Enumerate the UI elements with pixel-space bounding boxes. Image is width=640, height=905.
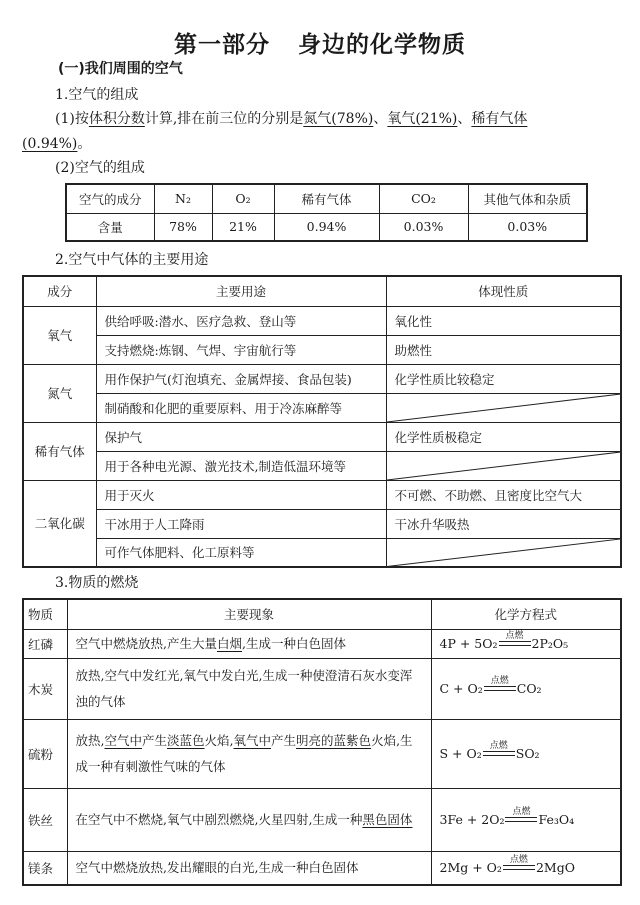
uses-row bbox=[23, 364, 621, 393]
use-cell: 制硝酸和化肥的重要原料、用于冷冻麻醉等 bbox=[96, 393, 386, 422]
reaction-condition-arrow bbox=[503, 855, 535, 870]
composition-header-cell: 其他气体和杂质 bbox=[468, 184, 587, 213]
diagonal-line bbox=[387, 394, 621, 422]
text-segment: 产生 bbox=[271, 732, 297, 748]
equation-products: 2P₂O₅ bbox=[531, 635, 569, 651]
equation-reactants: 2Mg + O₂ bbox=[439, 859, 502, 875]
underlined-answer: 稀有气体 bbox=[471, 111, 528, 127]
combustion-header-row bbox=[23, 599, 621, 629]
composition-table bbox=[65, 183, 588, 242]
use-cell: 保护气 bbox=[96, 422, 386, 451]
text-segment: 火焰, bbox=[204, 732, 234, 748]
reaction-condition-arrow bbox=[484, 676, 516, 691]
double-line-icon bbox=[483, 751, 515, 756]
underlined-answer: 黑色固体 bbox=[362, 811, 413, 827]
gas-uses-table bbox=[22, 275, 622, 568]
phenomenon-cell bbox=[67, 788, 431, 851]
combustion-row bbox=[23, 658, 621, 719]
phenomenon-cell bbox=[67, 629, 431, 658]
double-line-icon bbox=[499, 641, 531, 646]
equation-reactants: 3Fe + 2O₂ bbox=[439, 811, 505, 827]
composition-value-cell: 含量 bbox=[66, 213, 154, 241]
text-segment: 产生 bbox=[142, 732, 168, 748]
equation-products: 2MgO bbox=[535, 859, 575, 875]
text-segment: 空气中燃烧放热,产生大量 bbox=[75, 635, 217, 651]
empty-cell-diagonal bbox=[386, 538, 621, 567]
substance-cell: 铁丝 bbox=[23, 788, 67, 851]
substance-cell: 红磷 bbox=[23, 629, 67, 658]
underlined-answer: 体积分数 bbox=[88, 111, 145, 127]
use-cell: 用作保护气(灯泡填充、金属焊接、食品包装) bbox=[96, 364, 386, 393]
part-label: 第一部分 bbox=[174, 32, 270, 58]
reaction-condition: 点燃 bbox=[512, 806, 531, 817]
uses-header-cell: 体现性质 bbox=[386, 276, 621, 306]
text-segment: (1)按 bbox=[55, 111, 89, 127]
equation-products: Fe₃O₄ bbox=[538, 811, 575, 827]
property-cell: 干冰升华吸热 bbox=[386, 509, 621, 538]
underlined-answer: 氮气(78%) bbox=[303, 111, 374, 127]
paragraph-composition-cont bbox=[22, 133, 91, 153]
combustion-row bbox=[23, 719, 621, 788]
uses-row bbox=[23, 393, 621, 422]
combustion-header-cell: 物质 bbox=[23, 599, 67, 629]
reaction-condition: 点燃 bbox=[509, 854, 528, 865]
equation-reactants: S + O₂ bbox=[439, 745, 482, 761]
composition-header-cell: 空气的成分 bbox=[66, 184, 154, 213]
gas-name-cell: 稀有气体 bbox=[23, 422, 96, 480]
text-segment: 计算,排在前三位的分别是 bbox=[144, 111, 304, 127]
composition-value-cell: 21% bbox=[212, 213, 274, 241]
equation-cell bbox=[431, 658, 621, 719]
text-segment: ,生成一种白色固体 bbox=[242, 635, 346, 651]
text-segment: 空气中燃烧放热,发出耀眼的白光,生成一种白色固体 bbox=[75, 859, 359, 875]
composition-value-cell: 0.03% bbox=[468, 213, 587, 241]
phenomenon-cell bbox=[67, 851, 431, 885]
diagonal-line bbox=[387, 452, 621, 480]
composition-header-cell: O₂ bbox=[212, 184, 274, 213]
substance-cell: 镁条 bbox=[23, 851, 67, 885]
empty-cell-diagonal bbox=[386, 393, 621, 422]
use-cell: 可作气体肥料、化工原料等 bbox=[96, 538, 386, 567]
uses-row bbox=[23, 480, 621, 509]
underlined-answer: 明亮的蓝紫色 bbox=[296, 732, 372, 748]
double-line-icon bbox=[484, 686, 516, 691]
composition-value-cell: 0.03% bbox=[379, 213, 468, 241]
underlined-answer: 空气中 bbox=[104, 732, 142, 748]
text-segment: 。 bbox=[77, 136, 92, 152]
equation-reactants: 4P + 5O₂ bbox=[439, 635, 498, 651]
equation-cell bbox=[431, 629, 621, 658]
uses-row bbox=[23, 335, 621, 364]
text-segment: 放热,空气中发红光,氧气中发白光,生成一种使澄清石灰水变浑浊的气体 bbox=[75, 667, 413, 709]
uses-row bbox=[23, 538, 621, 567]
combustion-table bbox=[22, 598, 622, 886]
combustion-row bbox=[23, 851, 621, 885]
composition-value-cell: 78% bbox=[154, 213, 212, 241]
reaction-condition-arrow bbox=[483, 741, 515, 756]
reaction-condition: 点燃 bbox=[489, 740, 508, 751]
uses-row bbox=[23, 422, 621, 451]
substance-cell: 木炭 bbox=[23, 658, 67, 719]
use-cell: 用于灭火 bbox=[96, 480, 386, 509]
property-cell: 化学性质极稳定 bbox=[386, 422, 621, 451]
uses-row bbox=[23, 451, 621, 480]
section-heading: (一)我们周围的空气 bbox=[58, 61, 183, 77]
combustion-row bbox=[23, 629, 621, 658]
double-line-icon bbox=[505, 817, 537, 822]
gas-name-cell: 二氧化碳 bbox=[23, 480, 96, 567]
equation-products: SO₂ bbox=[515, 745, 540, 761]
combustion-header-cell: 主要现象 bbox=[67, 599, 431, 629]
equation-reactants: C + O₂ bbox=[439, 680, 483, 696]
underlined-answer: 氧气中 bbox=[233, 732, 272, 748]
property-cell: 助燃性 bbox=[386, 335, 621, 364]
uses-header-cell: 主要用途 bbox=[96, 276, 386, 306]
reaction-condition-arrow bbox=[505, 807, 537, 822]
phenomenon-cell bbox=[67, 658, 431, 719]
gas-name-cell: 氧气 bbox=[23, 306, 96, 364]
subheading-composition-table: (2)空气的组成 bbox=[55, 160, 145, 176]
uses-header-cell: 成分 bbox=[23, 276, 96, 306]
underlined-answer: 氧气(21%) bbox=[387, 111, 458, 127]
subheading-composition: 1.空气的组成 bbox=[55, 87, 139, 103]
property-cell: 化学性质比较稳定 bbox=[386, 364, 621, 393]
paragraph-composition bbox=[55, 108, 635, 128]
uses-row bbox=[23, 509, 621, 538]
composition-header-cell: N₂ bbox=[154, 184, 212, 213]
gas-name-cell: 氮气 bbox=[23, 364, 96, 422]
empty-cell-diagonal bbox=[386, 451, 621, 480]
composition-value-row bbox=[66, 213, 587, 241]
use-cell: 支持燃烧:炼钢、气焊、宇宙航行等 bbox=[96, 335, 386, 364]
composition-value-cell: 0.94% bbox=[274, 213, 379, 241]
combustion-row bbox=[23, 788, 621, 851]
phenomenon-cell bbox=[67, 719, 431, 788]
composition-header-row bbox=[66, 184, 587, 213]
reaction-condition: 点燃 bbox=[505, 630, 524, 641]
text-segment: 火焰,生成一种有刺激性气味的气体 bbox=[75, 732, 413, 774]
double-line-icon bbox=[503, 865, 535, 870]
reaction-condition: 点燃 bbox=[490, 675, 509, 686]
equation-products: CO₂ bbox=[516, 680, 542, 696]
uses-header-row bbox=[23, 276, 621, 306]
underlined-answer: (0.94%) bbox=[22, 136, 78, 152]
use-cell: 供给呼吸:潜水、医疗急救、登山等 bbox=[96, 306, 386, 335]
equation-cell bbox=[431, 719, 621, 788]
underlined-answer: 淡蓝色 bbox=[167, 732, 205, 748]
underlined-answer: 白烟 bbox=[216, 635, 242, 651]
page-title bbox=[0, 26, 640, 59]
subheading-combustion: 3.物质的燃烧 bbox=[55, 575, 139, 591]
property-cell: 氧化性 bbox=[386, 306, 621, 335]
equation-cell bbox=[431, 788, 621, 851]
diagonal-line bbox=[387, 539, 621, 567]
composition-header-cell: CO₂ bbox=[379, 184, 468, 213]
use-cell: 干冰用于人工降雨 bbox=[96, 509, 386, 538]
substance-cell: 硫粉 bbox=[23, 719, 67, 788]
subheading-uses: 2.空气中气体的主要用途 bbox=[55, 252, 209, 268]
uses-row bbox=[23, 306, 621, 335]
use-cell: 用于各种电光源、激光技术,制造低温环境等 bbox=[96, 451, 386, 480]
part-name: 身边的化学物质 bbox=[298, 32, 466, 58]
combustion-header-cell: 化学方程式 bbox=[431, 599, 621, 629]
text-segment: 、 bbox=[457, 111, 472, 127]
text-segment: 、 bbox=[373, 111, 388, 127]
composition-header-cell: 稀有气体 bbox=[274, 184, 379, 213]
reaction-condition-arrow bbox=[499, 631, 531, 646]
equation-cell bbox=[431, 851, 621, 885]
property-cell: 不可燃、不助燃、且密度比空气大 bbox=[386, 480, 621, 509]
text-segment: 放热, bbox=[75, 732, 105, 748]
text-segment: 在空气中不燃烧,氧气中剧烈燃烧,火星四射,生成一种 bbox=[75, 811, 363, 827]
